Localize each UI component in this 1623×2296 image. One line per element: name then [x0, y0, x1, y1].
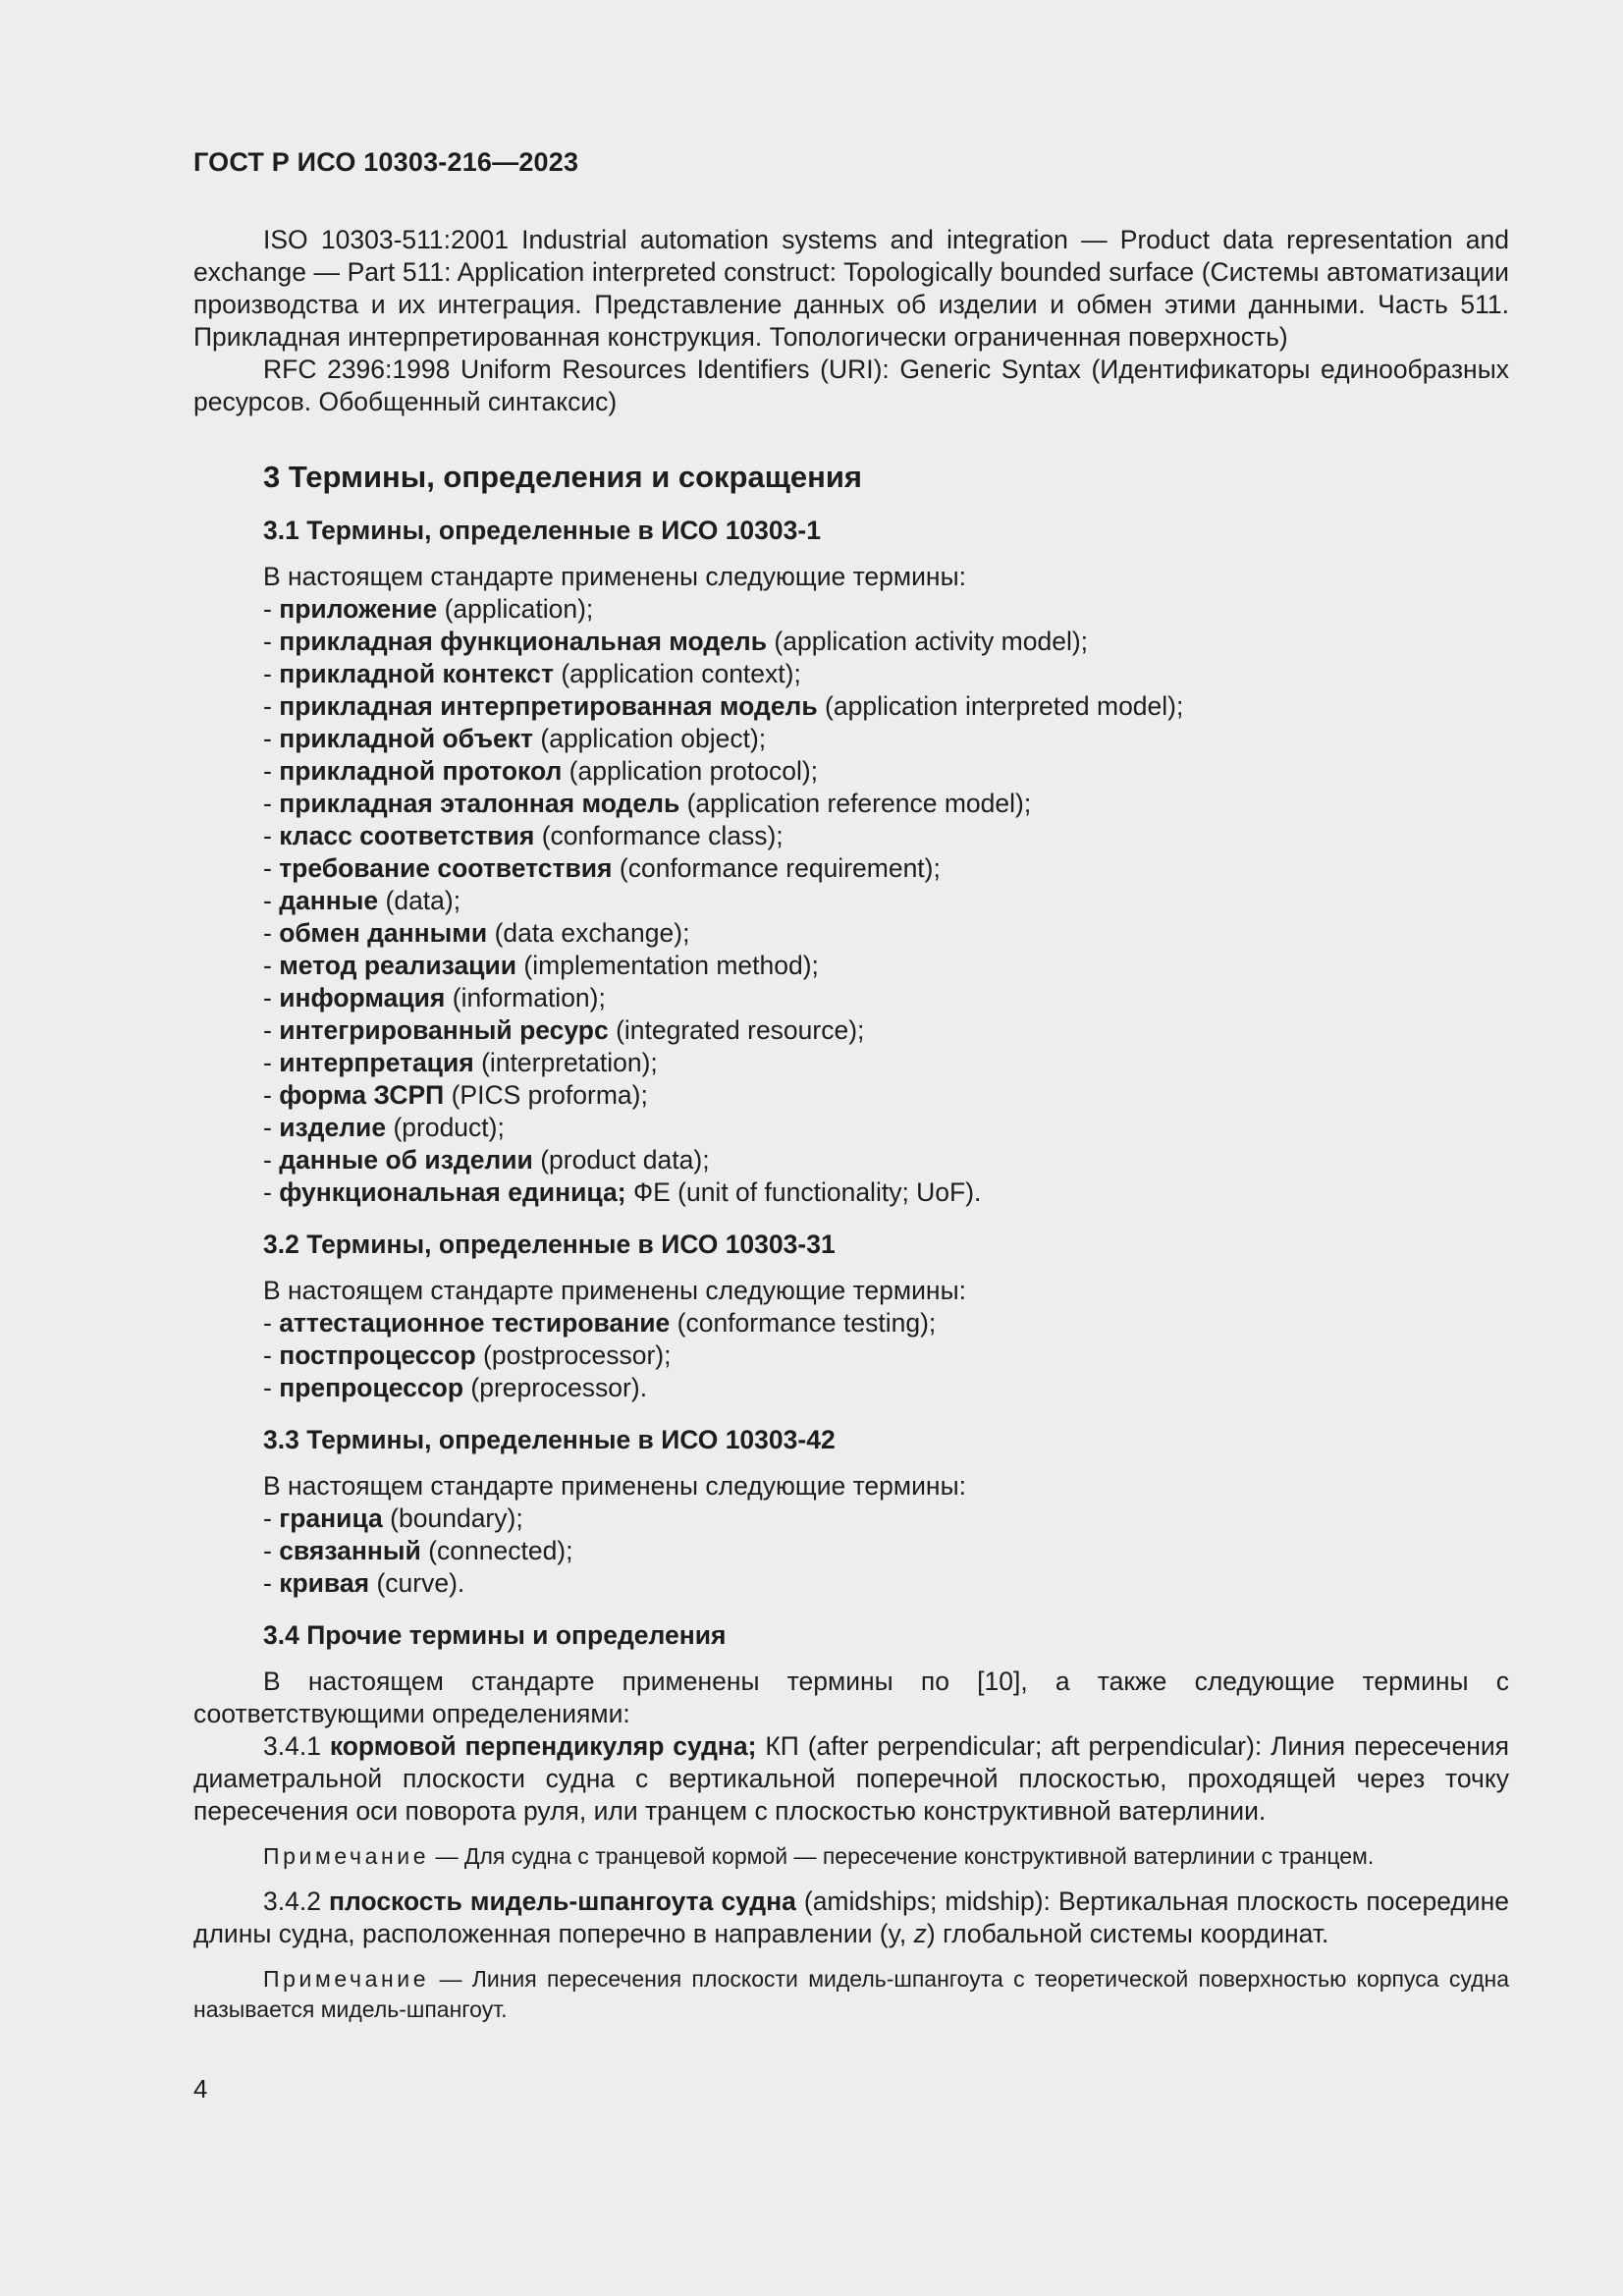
term-list-item [263, 1144, 1509, 1176]
term-name: кривая [279, 1568, 370, 1598]
list-dash: - [263, 1340, 280, 1370]
term-name: прикладная эталонная модель [279, 789, 680, 818]
term-translation: (conformance class); [534, 821, 784, 850]
list-dash: - [263, 983, 280, 1012]
term-list-item [263, 852, 1509, 885]
definition-term: плоскость мидель-шпангоута судна [328, 1886, 796, 1916]
definition-text: КП (after perpendicular; aft perpendicular): Линия пересечения диаметральной плоскости судна с вертикальной поперечной плоскостью, проходящей через точку пересечения оси поворота руля, или транцем с плоскостью конструктивной ватерлинии. [193, 1731, 1509, 1826]
term-translation: (interpretation); [473, 1048, 658, 1077]
definition-text-italic: z [913, 1919, 927, 1948]
term-list-item [263, 1176, 1509, 1209]
term-list-item [263, 820, 1509, 852]
term-translation: (boundary); [382, 1503, 523, 1533]
term-translation: (application reference model); [679, 789, 1032, 818]
definition-number: 3.4.2 [263, 1886, 329, 1916]
section-3-4-intro: В настоящем стандарте применены термины по [10], а также следующие термины с соответствующими определениями: [193, 1667, 1509, 1728]
definition-text-end: ) глобальной системы координат. [926, 1919, 1329, 1948]
list-dash: - [263, 1080, 280, 1110]
term-translation: (application interpreted model); [817, 691, 1184, 721]
term-name: препроцессор [279, 1373, 464, 1402]
term-translation: (implementation method); [516, 951, 819, 980]
term-translation: ФЕ (unit of functionality; UoF). [625, 1177, 982, 1207]
term-name: функциональная единица; [279, 1177, 626, 1207]
list-dash: - [263, 627, 280, 656]
term-list-item [263, 690, 1509, 723]
note-text: — Линия пересечения плоскости мидель-шпангоута с теоретической поверхностью корпуса судна называется мидель-шпангоут. [193, 1966, 1509, 2022]
term-list-item [263, 917, 1509, 950]
term-list-item [263, 1503, 1509, 1535]
section-3-title: 3 Термины, определения и сокращения [263, 460, 862, 494]
term-name: прикладная интерпретированная модель [279, 691, 818, 721]
list-dash: - [263, 821, 280, 850]
section-3-2-term-list [263, 1307, 1509, 1404]
term-name: информация [279, 983, 446, 1012]
list-dash: - [263, 1113, 280, 1142]
term-translation: (integrated resource); [608, 1015, 865, 1045]
term-list-item [263, 1567, 1509, 1600]
section-3-3-term-list [263, 1503, 1509, 1600]
term-translation: (application activity model); [767, 627, 1089, 656]
term-name: интерпретация [279, 1048, 474, 1077]
list-dash: - [263, 724, 280, 753]
term-list-item [263, 1047, 1509, 1079]
reference-rfc-2396: RFC 2396:1998 Uniform Resources Identifiers (URI): Generic Syntax (Идентификаторы единообразных ресурсов. Обобщенный синтаксис) [193, 355, 1509, 416]
list-dash: - [263, 853, 280, 883]
term-translation: (application context); [553, 659, 801, 688]
term-translation: (curve). [369, 1568, 465, 1598]
term-translation: (postprocessor); [475, 1340, 672, 1370]
term-name: данные об изделии [279, 1145, 533, 1175]
definition-text: (amidships; midship): Вертикальная плоскость посередине длины судна, расположенная поперечно в направлении (y, [193, 1886, 1509, 1948]
term-translation: (PICS proforma); [444, 1080, 648, 1110]
list-dash: - [263, 1373, 280, 1402]
term-name: аттестационное тестирование [279, 1308, 671, 1338]
term-translation: (product); [386, 1113, 505, 1142]
term-name: граница [279, 1503, 383, 1533]
section-3-1-intro: В настоящем стандарте применены следующие термины: [263, 562, 966, 591]
page-number: 4 [193, 2074, 208, 2104]
term-translation: (information); [445, 983, 606, 1012]
section-3-2-title: 3.2 Термины, определенные в ИСО 10303-31 [263, 1230, 836, 1259]
term-list-item [263, 1014, 1509, 1047]
list-dash: - [263, 1015, 280, 1045]
list-dash: - [263, 789, 280, 818]
term-name: прикладной контекст [279, 659, 554, 688]
list-dash: - [263, 1308, 280, 1338]
term-list-item [263, 658, 1509, 690]
list-dash: - [263, 1177, 280, 1207]
list-dash: - [263, 1536, 280, 1565]
definition-term: кормовой перпендикуляр судна; [329, 1731, 757, 1761]
note-3-4-1 [193, 1841, 1509, 1872]
term-translation: (conformance testing); [670, 1308, 937, 1338]
list-dash: - [263, 1048, 280, 1077]
term-list-item [263, 1339, 1509, 1372]
term-translation: (application protocol); [562, 756, 819, 786]
term-name: прикладной протокол [279, 756, 563, 786]
term-name: прикладная функциональная модель [279, 627, 768, 656]
term-translation: (preprocessor). [463, 1373, 648, 1402]
section-3-4-title: 3.4 Прочие термины и определения [263, 1620, 727, 1650]
section-3-1-term-list [263, 593, 1509, 1209]
definition-number: 3.4.1 [263, 1731, 330, 1761]
term-name: постпроцессор [279, 1340, 476, 1370]
term-list-item [263, 723, 1509, 755]
term-translation: (data exchange); [487, 918, 690, 948]
section-3-3-title: 3.3 Термины, определенные в ИСО 10303-42 [263, 1425, 836, 1454]
term-name: требование соответствия [279, 853, 613, 883]
list-dash: - [263, 886, 280, 915]
term-translation: (connected); [420, 1536, 573, 1565]
note-label: Примечание [263, 1843, 430, 1869]
list-dash: - [263, 1568, 280, 1598]
term-translation: (application); [437, 594, 594, 624]
term-name: метод реализации [279, 951, 517, 980]
list-dash: - [263, 1503, 280, 1533]
term-list-item [263, 885, 1509, 917]
term-name: связанный [279, 1536, 421, 1565]
note-text: — Для судна с транцевой кормой — пересечение конструктивной ватерлинии с транцем. [429, 1843, 1375, 1869]
term-name: приложение [279, 594, 438, 624]
term-list-item [263, 1372, 1509, 1404]
list-dash: - [263, 756, 280, 786]
term-translation: (conformance requirement); [612, 853, 941, 883]
term-name: обмен данными [279, 918, 488, 948]
list-dash: - [263, 691, 280, 721]
term-name: прикладной объект [279, 724, 534, 753]
term-name: интегрированный ресурс [279, 1015, 609, 1045]
list-dash: - [263, 918, 280, 948]
section-3-2-intro: В настоящем стандарте применены следующие термины: [263, 1276, 966, 1305]
term-list-item [263, 1079, 1509, 1112]
term-translation: (application object); [533, 724, 767, 753]
note-3-4-2 [193, 1964, 1509, 2025]
page-content [193, 224, 1509, 2025]
list-dash: - [263, 659, 280, 688]
term-list-item [263, 755, 1509, 788]
term-list-item [263, 950, 1509, 982]
term-list-item [263, 626, 1509, 658]
term-translation: (data); [378, 886, 461, 915]
term-list-item [263, 1112, 1509, 1144]
term-list-item [263, 788, 1509, 820]
term-name: данные [279, 886, 379, 915]
list-dash: - [263, 594, 280, 624]
reference-iso-10303-511: ISO 10303-511:2001 Industrial automation systems and integration — Product data representation and exchange — Part 511: Application interpreted construct: Topologically bounded surface (Системы автоматизации производства и их интеграция. Представление данных об изделии и обмен этими данными. Часть 511. Прикладная интерпретированная конструкция. Топологически ограниченная поверхность) [193, 225, 1509, 352]
term-name: изделие [279, 1113, 387, 1142]
definition-3-4-1 [193, 1730, 1509, 1828]
section-3-3-intro: В настоящем стандарте применены следующие термины: [263, 1471, 966, 1501]
note-label: Примечание [263, 1966, 430, 1992]
term-list-item [263, 593, 1509, 626]
term-translation: (product data); [532, 1145, 710, 1175]
term-list-item [263, 1535, 1509, 1567]
list-dash: - [263, 1145, 280, 1175]
document-code-header: ГОСТ Р ИСО 10303-216—2023 [193, 147, 579, 177]
term-name: класс соответствия [279, 821, 535, 850]
list-dash: - [263, 951, 280, 980]
section-3-1-title: 3.1 Термины, определенные в ИСО 10303-1 [263, 516, 821, 545]
term-list-item [263, 982, 1509, 1014]
term-name: форма ЗСРП [279, 1080, 445, 1110]
term-list-item [263, 1307, 1509, 1339]
definition-3-4-2 [193, 1886, 1509, 1950]
